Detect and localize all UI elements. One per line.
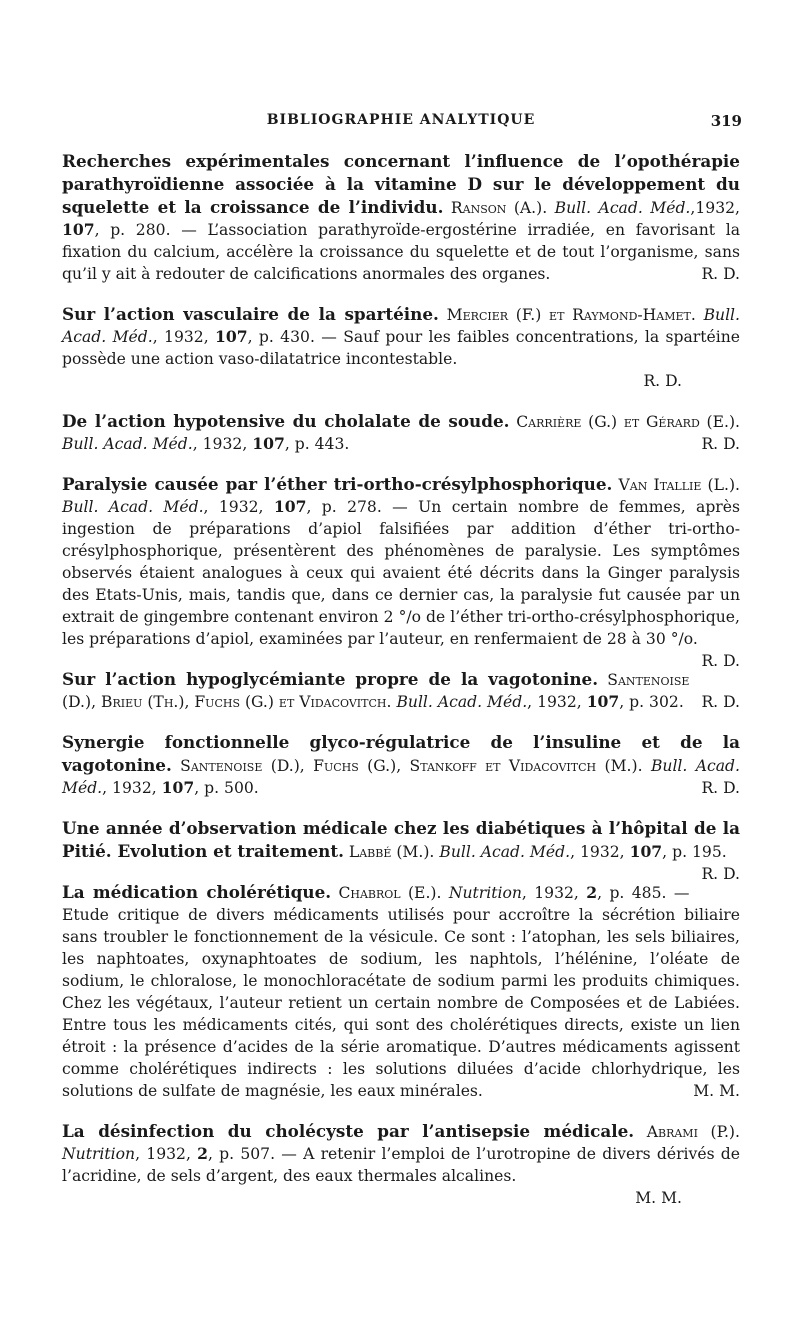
entry-pages: , p. 430.	[247, 328, 315, 346]
entry-journal: Bull. Acad. Méd.	[62, 757, 740, 797]
entry-year: , 1932,	[521, 884, 579, 902]
entry-pages: , p. 485.	[597, 884, 667, 902]
entry-journal: Bull. Acad. Méd.	[554, 199, 691, 217]
entry-title: La médication cholérétique.	[62, 882, 332, 902]
entry-pages: , p. 500.	[194, 779, 259, 797]
entry-signature: R. D.	[701, 693, 740, 711]
entry-pages: , p. 302.	[619, 693, 684, 711]
entry-signature: R. D.	[701, 265, 740, 283]
entry-authors: Santenoise (D.), Brieu (Th.), Fuchs (G.) et Vidacovitch.	[62, 671, 690, 711]
entry-abstract: — A retenir l’emploi de l’urotropine de divers dérivés de l’acridine, de sels d’argent, des eaux thermales alcalines.	[62, 1145, 741, 1185]
entry-authors: Carrière (G.) et Gérard (E.).	[509, 413, 740, 431]
entry-abstract: — L’association parathyroïde-ergostérine irradiée, en favorisant la fixation du calcium, accélère la croissance du squelette et de tout l’organisme, sans qu’il y ait à redouter de calcifications anormales des organes.	[62, 221, 740, 283]
entry-year: , 1932,	[192, 435, 248, 453]
entry-pages: , p. 278.	[306, 498, 382, 516]
entry-year: , 1932,	[203, 498, 264, 516]
entry-volume: 107	[586, 692, 620, 711]
running-title: BIBLIOGRAPHIE ANALYTIQUE	[266, 112, 536, 128]
entry-volume: 107	[62, 220, 95, 239]
entry-title: Recherches expérimentales concernant l’influence de l’opothérapie parathyroïdienne associée à la vitamine D sur le développement du squelette et la croissance de l’individu.	[62, 151, 740, 217]
entry-title: La désinfection du cholécyste par l’antisepsie médicale.	[62, 1121, 635, 1141]
entry-volume: 107	[252, 434, 285, 453]
entry-title: Paralysie causée par l’éther tri-ortho-crésylphosphorique.	[62, 474, 613, 494]
entry-pages: , p. 195.	[662, 843, 727, 861]
entry-year: , 1932,	[152, 328, 209, 346]
running-header	[60, 112, 742, 132]
entry-volume: 2	[586, 883, 598, 902]
entry-journal: Nutrition	[448, 884, 522, 902]
entry-journal: Bull. Acad. Méd.	[62, 498, 204, 516]
bibliography-entry	[62, 473, 740, 670]
entry-title: De l’action hypotensive du cholalate de soude.	[62, 411, 510, 431]
entry-signature: R. D.	[701, 435, 740, 453]
entry-volume: 107	[161, 778, 195, 797]
entry-year: , 1932,	[102, 779, 157, 797]
entry-title: Une année d’observation médicale chez les diabétiques à l’hôpital de la Pitié. Evolution et traitement.	[62, 818, 740, 861]
entry-abstract: — Etude critique de divers médicaments utilisés pour accroître la sécrétion biliaire sans troubler le fonctionnement de la vésicule. Ce sont : l’atophan, les sels biliaires, les naphtoates, oxynaphtoates de sodium, les naphtols, l’hélénine, l’oléate de sodium, le chloralose, le monochloracétate de sodium parmi les produits chimiques. Chez les végétaux, l’auteur retient un certain nombre de Composées et de Labiées. Entre tous les médicaments cités, qui sont des cholérétiques directs, existe un lien étroit : la présence d’acides de la série aromatique. D’autres médicaments agissent comme cholérétiques indirects : les solutions diluées d’acide chlorhydrique, les solutions de sulfate de magnésie, les eaux minérales.	[62, 884, 740, 1100]
entry-year: , 1932,	[570, 843, 625, 861]
entry-journal: Bull. Acad. Méd.	[439, 843, 571, 861]
bibliography-entry	[62, 150, 740, 285]
entry-signature: R. D.	[701, 779, 740, 797]
entry-signature: M. M.	[693, 1082, 740, 1100]
entry-authors: Ranson (A.).	[450, 199, 548, 217]
bibliography-entry	[62, 303, 740, 392]
entry-title: Synergie fonctionnelle glyco-régulatrice de l’insuline et de la vagotonine.	[62, 732, 740, 775]
entry-journal: Nutrition	[62, 1145, 136, 1163]
entry-signature: R. D.	[701, 652, 740, 670]
entry-year: , 1932,	[527, 693, 582, 711]
entry-pages: , p. 507.	[208, 1145, 276, 1163]
entry-pages: , p. 443.	[284, 435, 350, 453]
page-number: 319	[710, 112, 742, 130]
entry-journal: Bull. Acad. Méd.	[396, 693, 528, 711]
entry-signature: R. D.	[643, 372, 682, 390]
entry-authors: Chabrol (E.).	[331, 884, 442, 902]
entry-authors: Van Itallie (L.).	[612, 476, 740, 494]
bibliography-list	[62, 150, 740, 1227]
entry-volume: 107	[629, 842, 663, 861]
entry-authors: Santenoise (D.), Fuchs (G.), Stankoff et Vidacovitch (M.).	[171, 757, 643, 775]
entry-journal: Bull. Acad. Méd.	[62, 435, 193, 453]
entry-title: Sur l’action hypoglycémiante propre de la vagotonine.	[62, 669, 599, 689]
entry-volume: 2	[197, 1144, 208, 1163]
entry-year: , 1932,	[135, 1145, 191, 1163]
entry-authors: Abrami (P.).	[646, 1123, 740, 1141]
entry-journal: Bull. Acad. Méd.	[62, 306, 740, 346]
bibliography-entry	[62, 881, 740, 1102]
entry-title: Sur l’action vasculaire de la spartéine.	[62, 304, 439, 324]
entry-signature: M. M.	[635, 1189, 682, 1207]
entry-year: ,1932,	[690, 199, 740, 217]
bibliography-entry	[62, 668, 740, 713]
entry-authors: Labbé (M.).	[343, 843, 435, 861]
bibliography-entry	[62, 410, 740, 455]
entry-volume: 107	[273, 497, 307, 516]
entry-pages: , p. 280.	[94, 221, 171, 239]
bibliography-entry	[62, 731, 740, 799]
entry-volume: 107	[215, 327, 248, 346]
entry-authors: Mercier (F.) et Raymond-Hamet.	[438, 306, 696, 324]
entry-signature: R. D.	[701, 865, 740, 883]
bibliography-entry	[62, 1120, 740, 1209]
bibliography-entry	[62, 817, 740, 883]
entry-abstract: — Un certain nombre de femmes, après ingestion de préparations d’apiol falsifiées par addition d’éther tri-ortho-crésylphosphorique, présentèrent des phénomènes de paralysie. Les symptômes observés étaient analogues à ceux qui avaient été décrits dans la Ginger paralysis des Etats-Unis, mais, tandis que, dans ce dernier cas, la paralysie fut causée par un extrait de gingembre contenant environ 2 °/o de l’éther tri-ortho-crésylphosphorique, les préparations d’apiol, examinées par l’auteur, en renfermaient de 28 à 30 °/o.	[62, 498, 740, 648]
entry-abstract: — Sauf pour les faibles concentrations, la spartéine possède une action vaso-dilatatrice incontestable.	[62, 328, 741, 368]
